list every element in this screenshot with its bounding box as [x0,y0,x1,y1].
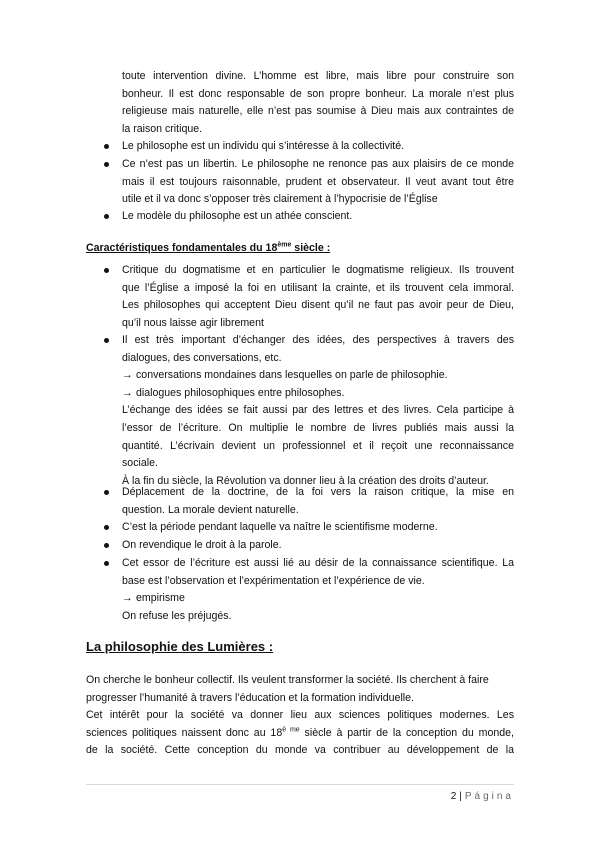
arrow-line [122,367,514,385]
arrow-right-icon: → [122,386,133,399]
text-line: empirisme [136,592,185,605]
text-segment: siècle à partir de la conception du monde, [299,726,514,739]
bullet-item [122,156,514,209]
arrow-line [122,590,514,608]
text-line: base est l’observation et l’expérimentation et l’expérience de vie. [122,574,425,587]
text-line: Le philosophe est un individu qui s’intéresse à la collectivité. [122,140,405,152]
bullet-icon [104,156,114,174]
text-line: mais il est toujours raisonnable, prudent et observateur. Il veut avant tout être [122,175,514,188]
superscript: è me [282,726,300,734]
text-line: toute intervention divine. L’homme est libre, mais libre pour construire son [122,70,514,82]
text-line: Le modèle du philosophe est un athée conscient. [122,210,353,222]
text-line: Les philosophes qui acceptent Dieu disent qu’il ne faut pas avoir peur de Dieu, [122,299,514,312]
text-line: que l’Église a imposé la foi en utilisant la crainte, et ils trouvent cela immoral. [122,281,514,294]
text-line: Cet intérêt pour la société va donner lieu aux sciences politiques modernes. Les [86,709,514,722]
text-line: quantité. L’écrivain devient un professionnel et il reçoit une reconnaissance [122,439,514,452]
text-line: On revendique le droit à la parole. [122,539,282,551]
text-line: utile et il va donc s’opposer très clairement à l’hypocrisie de l’Église [122,193,438,206]
heading-superscript: ème [277,241,292,249]
arrow-right-icon: → [122,369,133,382]
footer-divider [86,784,514,785]
bullet-item [122,484,514,519]
bullet-item [122,519,514,537]
text-line [86,725,514,743]
text-line: sociale. [122,457,158,470]
text-line: L’échange des idées se fait aussi par des lettres et des livres. Cela participe à [122,404,514,417]
text-line: On refuse les préjugés. [122,609,232,622]
bullet-icon [104,519,114,537]
section-heading [86,240,330,258]
footer-separator: | [459,791,462,802]
text-line: religieuse mais naturelle, elle n’est pas soumise à Dieu mais aux contraintes de [122,105,514,118]
text-line: Déplacement de la doctrine, de la foi vers la raison critique, la mise en [122,486,514,498]
text-line: Ce n’est pas un libertin. Le philosophe ne renonce pas aux plaisirs de ce monde [122,158,514,170]
heading-text: Caractéristiques fondamentales du 18 [86,242,278,254]
heading-text: siècle : [291,242,331,254]
arrow-right-icon: → [122,592,133,605]
text-line: Cet essor de l’écriture est aussi lié au désir de la connaissance scientifique. La [122,557,514,569]
intro-paragraph [122,68,514,138]
text-line: de la société. Cette conception du monde va contribuer au développement de la [86,744,514,757]
text-line: C’est la période pendant laquelle va naître le scientifisme moderne. [122,521,438,533]
text-line: l’essor de l’écriture. On multiplie le nombre de livres publiés mais aussi la [122,421,514,434]
bullet-item [122,262,514,332]
page-label: Página [464,791,514,802]
bullet-icon [104,332,114,350]
bullet-icon [104,138,114,156]
text-line: bonheur. Il est donc responsable de son propre bonheur. La morale n’est plus [122,87,514,100]
arrow-line [122,385,514,403]
bullet-item [122,332,514,490]
text-line: conversations mondaines dans lesquelles on parle de philosophie. [136,369,448,382]
text-line: la raison critique. [122,122,203,135]
section-heading: La philosophie des Lumières : [86,639,274,654]
text-line: dialogues philosophiques entre philosophes. [136,386,345,399]
text-line: qu’il nous laisse agir librement [122,316,264,329]
page-footer [420,788,514,806]
text-line: dialogues, des conversations, etc. [122,351,282,364]
text-line: À la fin du siècle, la Révolution va donner lieu à la création des droits d’auteur. [122,474,489,487]
text-line: On cherche le bonheur collectif. Ils veulent transformer la société. Ils cherchent à faire [86,674,489,686]
bullet-item [122,537,514,555]
bullet-icon [104,484,114,502]
bullet-icon [104,208,114,226]
text-line: progresser l’humanité à travers l’éducation et la formation individuelle. [86,691,414,704]
bullet-item [122,208,514,226]
bullet-item [122,138,514,156]
text-line: question. La morale devient naturelle. [122,503,299,516]
text-line: Il est très important d’échanger des idées, des perspectives à travers des [122,334,514,346]
text-line: Critique du dogmatisme et en particulier le dogmatisme religieux. Ils trouvent [122,264,514,276]
bullet-item [122,555,514,625]
bullet-icon [104,555,114,573]
page-number: 2 [450,791,457,802]
bullet-icon [104,537,114,555]
text-segment: sciences politiques naissent donc au 18 [86,726,283,739]
body-paragraph [86,672,514,760]
bullet-icon [104,262,114,280]
